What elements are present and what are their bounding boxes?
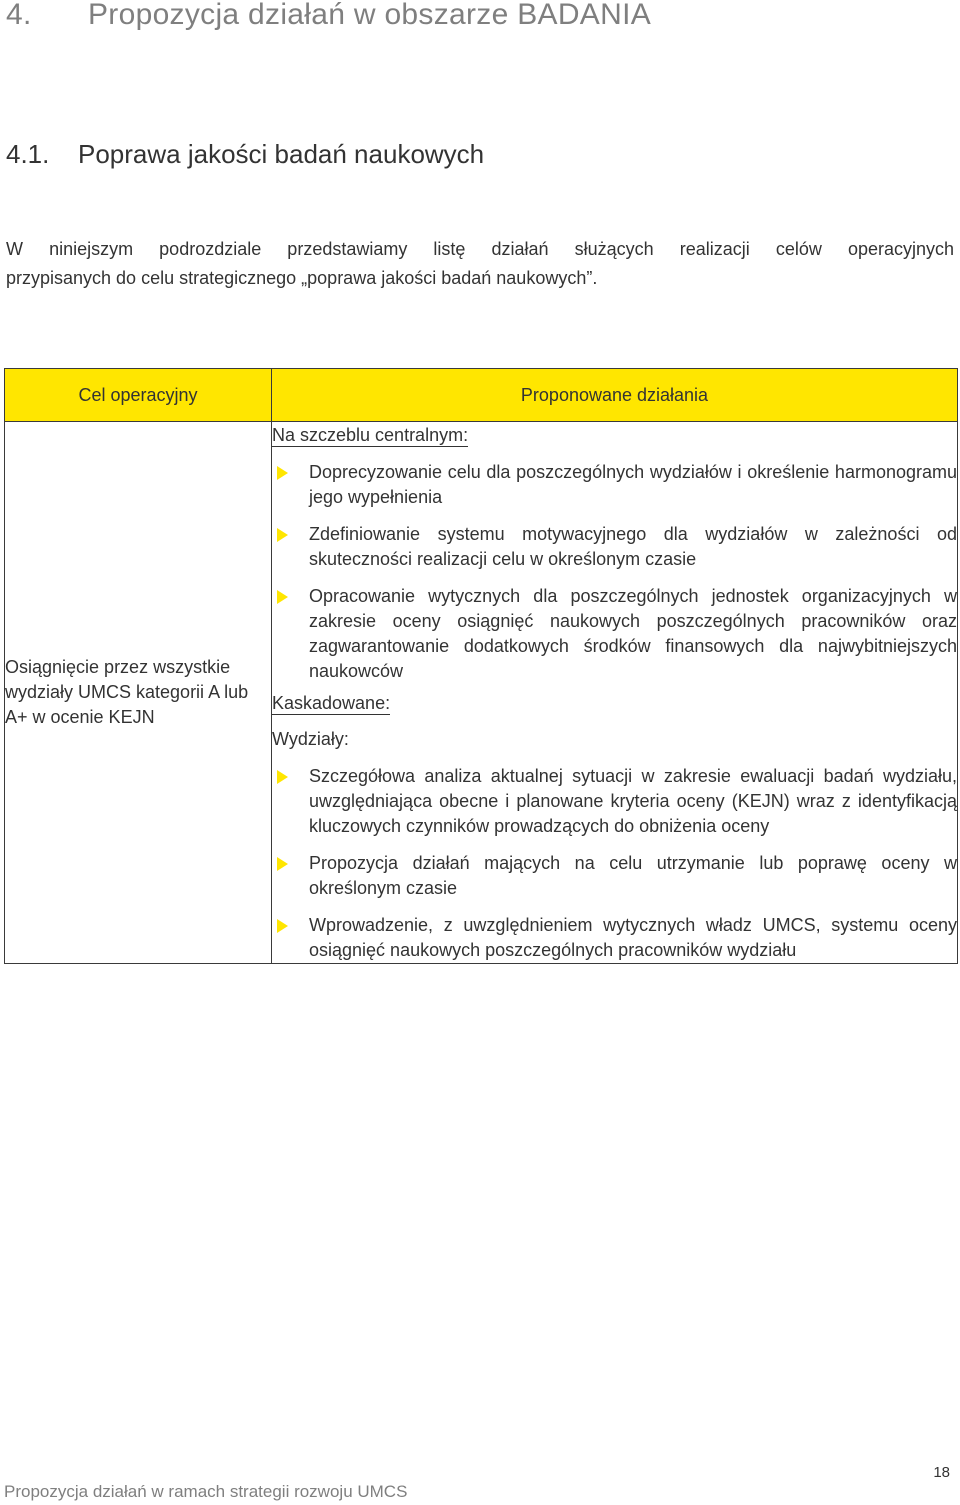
- header-goal: Cel operacyjny: [5, 369, 272, 422]
- list-item: [272, 522, 957, 572]
- list-item-text: Szczegółowa analiza aktualnej sytuacji w zakresie ewaluacji badań wydziału, uwzględniająca obecne i planowane kryteria oceny (KEJN) wraz z identyfikacją kluczowych czynników prowadzących do obniżenia oceny: [309, 766, 957, 836]
- list-item: [272, 913, 957, 963]
- goals-actions-table: [4, 368, 958, 964]
- list-item: [272, 460, 957, 510]
- list-item-text: Wprowadzenie, z uwzględnieniem wytycznych władz UMCS, systemu oceny osiągnięć naukowych poszczególnych pracowników wydziału: [309, 915, 957, 960]
- table-header-row: [5, 369, 958, 422]
- yellow-triangle-bullet-icon: [277, 770, 288, 784]
- cascade-label: Kaskadowane:: [272, 693, 391, 713]
- yellow-triangle-bullet-icon: [277, 466, 288, 480]
- faculty-actions-list: [272, 764, 957, 963]
- yellow-triangle-bullet-icon: [277, 528, 288, 542]
- list-item-text: Zdefiniowanie systemu motywacyjnego dla wydziałów w zależności od skuteczności realizacji celu w określonym czasie: [309, 524, 957, 569]
- list-item-text: Opracowanie wytycznych dla poszczególnych jednostek organizacyjnych w zakresie oceny osiągnięć naukowych poszczególnych pracowników oraz zagwarantowanie dodatkowych środków finansowych dla najwybitniejszych naukowców: [309, 586, 957, 681]
- intro-line-1: W niniejszym podrozdziale przedstawiamy listę działań służących realizacji celów operacyjnych: [6, 239, 954, 259]
- list-item-text: Propozycja działań mających na celu utrzymanie lub poprawę oceny w określonym czasie: [309, 853, 957, 898]
- subsection-number: 4.1.: [6, 139, 50, 169]
- central-level-label: Na szczeblu centralnym:: [272, 425, 469, 445]
- subsection-heading: [6, 139, 484, 170]
- header-actions: Proponowane działania: [272, 369, 958, 422]
- page-footer: Propozycja działań w ramach strategii rozwoju UMCS: [4, 1482, 408, 1501]
- goal-cell: Osiągnięcie przez wszystkie wydziały UMCS kategorii A lub A+ w ocenie KEJN: [5, 422, 272, 964]
- faculties-label: Wydziały:: [272, 729, 349, 749]
- central-actions-list: [272, 460, 957, 684]
- list-item: [272, 851, 957, 901]
- list-item-text: Doprecyzowanie celu dla poszczególnych wydziałów i określenie harmonogramu jego wypełnienia: [309, 462, 957, 507]
- section-title: Propozycja działań w obszarze BADANIA: [88, 0, 652, 31]
- intro-line-2: przypisanych do celu strategicznego „poprawa jakości badań naukowych”.: [6, 268, 598, 288]
- actions-cell: [272, 422, 958, 964]
- page-number: 18: [933, 1464, 950, 1481]
- yellow-triangle-bullet-icon: [277, 590, 288, 604]
- subsection-title: Poprawa jakości badań naukowych: [78, 139, 485, 169]
- table-row: [5, 422, 958, 964]
- section-number: 4.: [6, 0, 32, 31]
- yellow-triangle-bullet-icon: [277, 919, 288, 933]
- yellow-triangle-bullet-icon: [277, 857, 288, 871]
- intro-paragraph: [6, 235, 954, 293]
- section-heading: [6, 0, 651, 32]
- list-item: [272, 584, 957, 684]
- list-item: [272, 764, 957, 839]
